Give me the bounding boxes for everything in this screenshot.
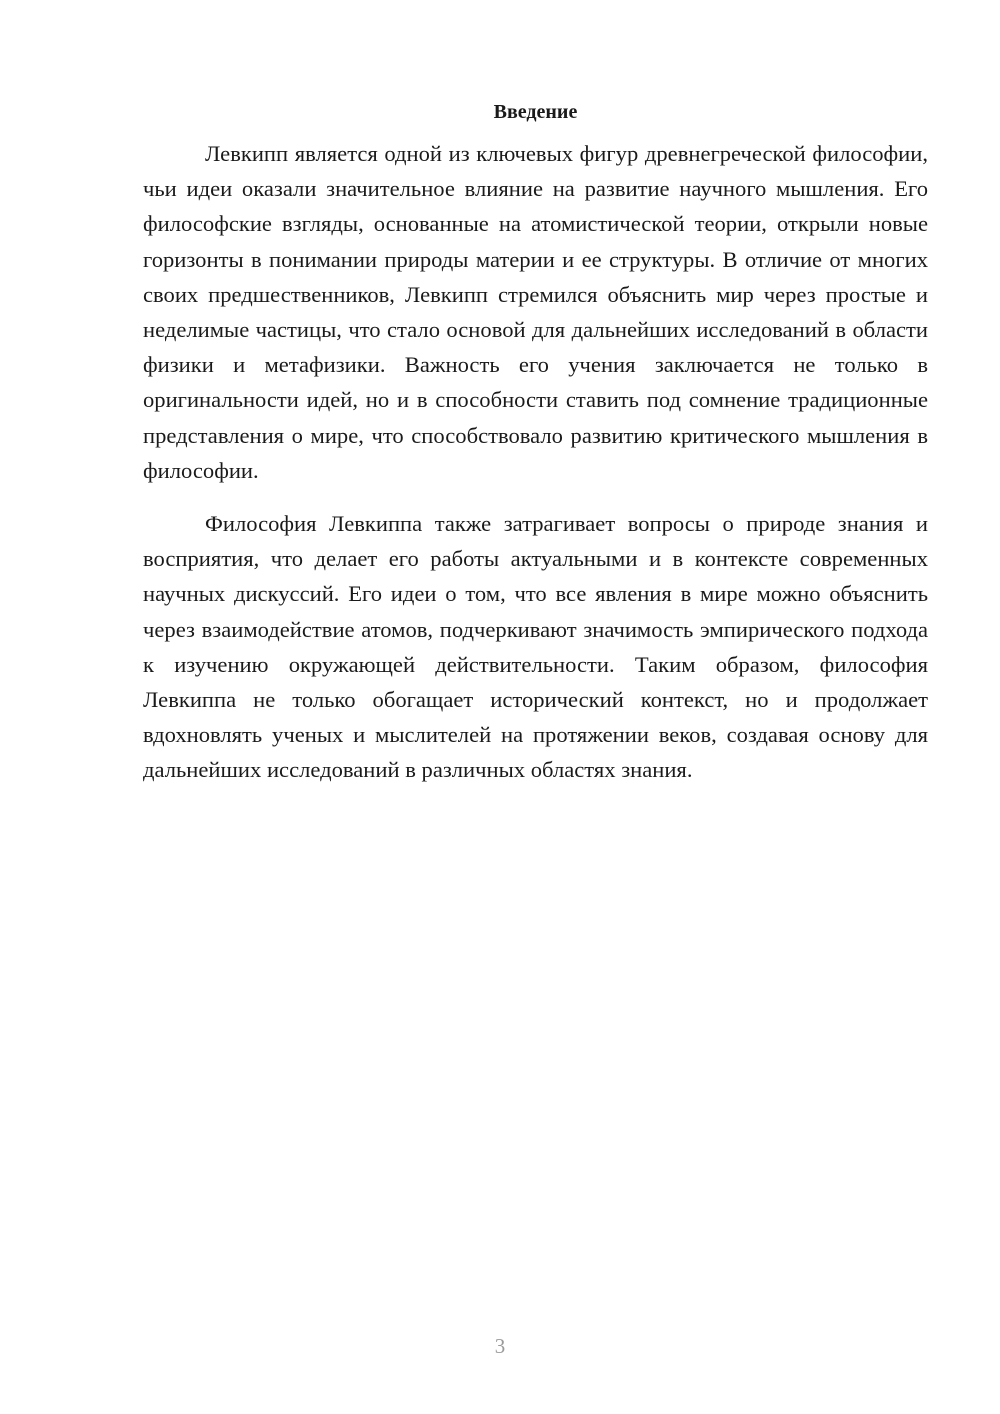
paragraph-1: Левкипп является одной из ключевых фигур древнегреческой философии, чьи идеи оказали значительное влияние на развитие научного мышления. Его философские взгляды, основанные на атомистической теории, открыли новые горизонты в понимании природы материи и ее структуры. В отличие от многих своих предшественников, Левкипп стремился объяснить мир через простые и неделимые частицы, что стало основой для дальнейших исследований в области физики и метафизики. Важность его учения заключается не только в оригинальности идей, но и в способности ставить под сомнение традиционные представления о мире, что способствовало развитию критического мышления в философии. — [143, 141, 928, 483]
section-title: Введение — [493, 101, 578, 123]
paragraph-2: Философия Левкиппа также затрагивает вопросы о природе знания и восприятия, что делает его работы актуальными и в контексте современных научных дискуссий. Его идеи о том, что все явления в мире можно объяснить через взаимодействие атомов, подчеркивают значимость эмпирического подхода к изучению окружающей действительности. Таким образом, философия Левкиппа не только обогащает исторический контекст, но и продолжает вдохновлять ученых и мыслителей на протяжении веков, создавая основу для дальнейших исследований в различных областях знания. — [143, 511, 928, 783]
page-number: 3 — [494, 1334, 506, 1358]
page-content — [143, 96, 928, 788]
